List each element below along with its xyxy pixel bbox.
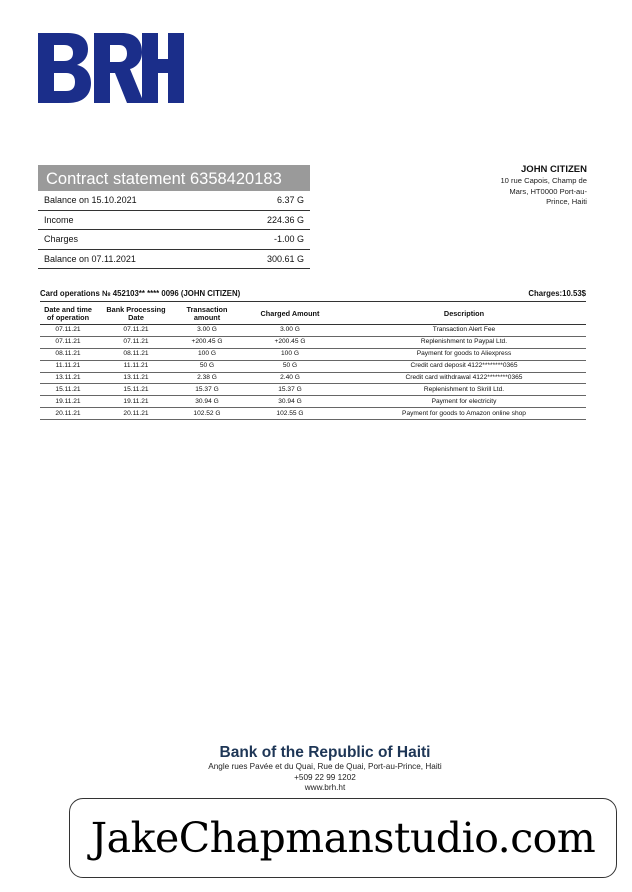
- summary-row-income: [38, 211, 310, 231]
- card-charges-total: Charges:10.53$: [528, 289, 586, 298]
- description-cell: Payment for goods to Aliexpress: [342, 348, 586, 360]
- operation-date-cell: 07.11.21: [40, 325, 96, 337]
- charged-amount-cell: 2.40 G: [238, 372, 342, 384]
- processing-date-cell: 19.11.21: [96, 396, 176, 408]
- address-line: Prince, Haiti: [546, 197, 587, 206]
- description-cell: Credit card withdrawal 4122********0365: [342, 372, 586, 384]
- operation-date-cell: 07.11.21: [40, 336, 96, 348]
- operation-date-cell: 11.11.21: [40, 360, 96, 372]
- charged-amount-cell: 50 G: [238, 360, 342, 372]
- table-row: [40, 372, 586, 384]
- table-row: [40, 384, 586, 396]
- description-cell: Payment for electricity: [342, 396, 586, 408]
- transactions-body: [40, 325, 586, 420]
- footer-website[interactable]: www.brh.ht: [304, 783, 346, 792]
- charged-amount-cell: 102.55 G: [238, 408, 342, 420]
- footer-address: Angle rues Pavée et du Quai, Rue de Quai, Port-au-Prince, Haiti: [208, 762, 442, 771]
- charged-amount-cell: 3.00 G: [238, 325, 342, 337]
- transaction-amount-cell: 30.94 G: [176, 396, 238, 408]
- processing-date-cell: 15.11.21: [96, 384, 176, 396]
- column-header-charged-amount: Charged Amount: [238, 305, 342, 325]
- table-row: [40, 336, 586, 348]
- summary-value: 300.61 G: [266, 253, 304, 264]
- transaction-amount-cell: 102.52 G: [176, 408, 238, 420]
- description-cell: Replenishment to Skrill Ltd.: [342, 384, 586, 396]
- processing-date-cell: 08.11.21: [96, 348, 176, 360]
- summary-row-closing-balance: [38, 250, 310, 270]
- summary-label: Balance on 15.10.2021: [44, 195, 137, 206]
- charged-amount-cell: 100 G: [238, 348, 342, 360]
- column-header-processing-date: Bank Processing Date: [96, 305, 176, 325]
- address-line: 10 rue Capois, Champ de: [500, 176, 587, 185]
- operation-date-cell: 19.11.21: [40, 396, 96, 408]
- transaction-amount-cell: 50 G: [176, 360, 238, 372]
- table-row: [40, 396, 586, 408]
- operation-date-cell: 08.11.21: [40, 348, 96, 360]
- charged-amount-cell: 30.94 G: [238, 396, 342, 408]
- table-row: [40, 348, 586, 360]
- customer-name: JOHN CITIZEN: [521, 164, 587, 175]
- charged-amount-cell: 15.37 G: [238, 384, 342, 396]
- description-cell: Transaction Alert Fee: [342, 325, 586, 337]
- card-operations-header: [40, 289, 586, 302]
- processing-date-cell: 07.11.21: [96, 325, 176, 337]
- address-line: Mars, HT0000 Port-au-: [509, 186, 587, 196]
- transaction-amount-cell: 100 G: [176, 348, 238, 360]
- transaction-amount-cell: 3.00 G: [176, 325, 238, 337]
- watermark-text: JakeChapmanstudio.com: [90, 814, 596, 862]
- watermark-banner: [69, 798, 617, 878]
- table-row: [40, 408, 586, 420]
- footer-phone: +509 22 99 1202: [294, 772, 356, 782]
- card-operations-title: Card operations № 452103** **** 0096 (JOHN CITIZEN): [40, 289, 241, 298]
- processing-date-cell: 07.11.21: [96, 336, 176, 348]
- operation-date-cell: 15.11.21: [40, 384, 96, 396]
- summary-row-opening-balance: [38, 191, 310, 211]
- description-cell: Credit card deposit 4122********0365: [342, 360, 586, 372]
- transaction-amount-cell: 15.37 G: [176, 384, 238, 396]
- transaction-amount-cell: 2.38 G: [176, 372, 238, 384]
- brh-logo: [38, 33, 184, 103]
- summary-row-charges: [38, 230, 310, 250]
- table-row: [40, 360, 586, 372]
- summary-label: Balance on 07.11.2021: [44, 253, 136, 264]
- footer: [0, 744, 632, 794]
- column-header-operation-date: Date and time of operation: [40, 305, 96, 325]
- description-cell: Payment for goods to Amazon online shop: [342, 408, 586, 420]
- table-header-row: [40, 305, 586, 325]
- footer-bank-name: Bank of the Republic of Haiti: [219, 744, 431, 761]
- processing-date-cell: 20.11.21: [96, 408, 176, 420]
- column-header-description: Description: [342, 305, 586, 325]
- processing-date-cell: 11.11.21: [96, 360, 176, 372]
- summary-value: 6.37 G: [276, 195, 304, 206]
- processing-date-cell: 13.11.21: [96, 372, 176, 384]
- table-row: [40, 325, 586, 337]
- description-cell: Replenishment to Paypal Ltd.: [342, 336, 586, 348]
- column-header-transaction-amount: Transaction amount: [176, 305, 238, 325]
- summary-label: Income: [44, 214, 74, 225]
- customer-address-block: [437, 163, 587, 208]
- summary-label: Charges: [44, 234, 79, 245]
- transactions-table: [40, 305, 586, 420]
- transaction-amount-cell: +200.45 G: [176, 336, 238, 348]
- operation-date-cell: 20.11.21: [40, 408, 96, 420]
- summary-value: -1.00 G: [273, 234, 304, 245]
- summary-value: 224.36 G: [266, 214, 304, 225]
- contract-summary: [38, 165, 310, 269]
- brh-logo-graphic: [38, 33, 184, 103]
- operation-date-cell: 13.11.21: [40, 372, 96, 384]
- contract-statement-title: Contract statement 6358420183: [38, 165, 310, 191]
- charged-amount-cell: +200.45 G: [238, 336, 342, 348]
